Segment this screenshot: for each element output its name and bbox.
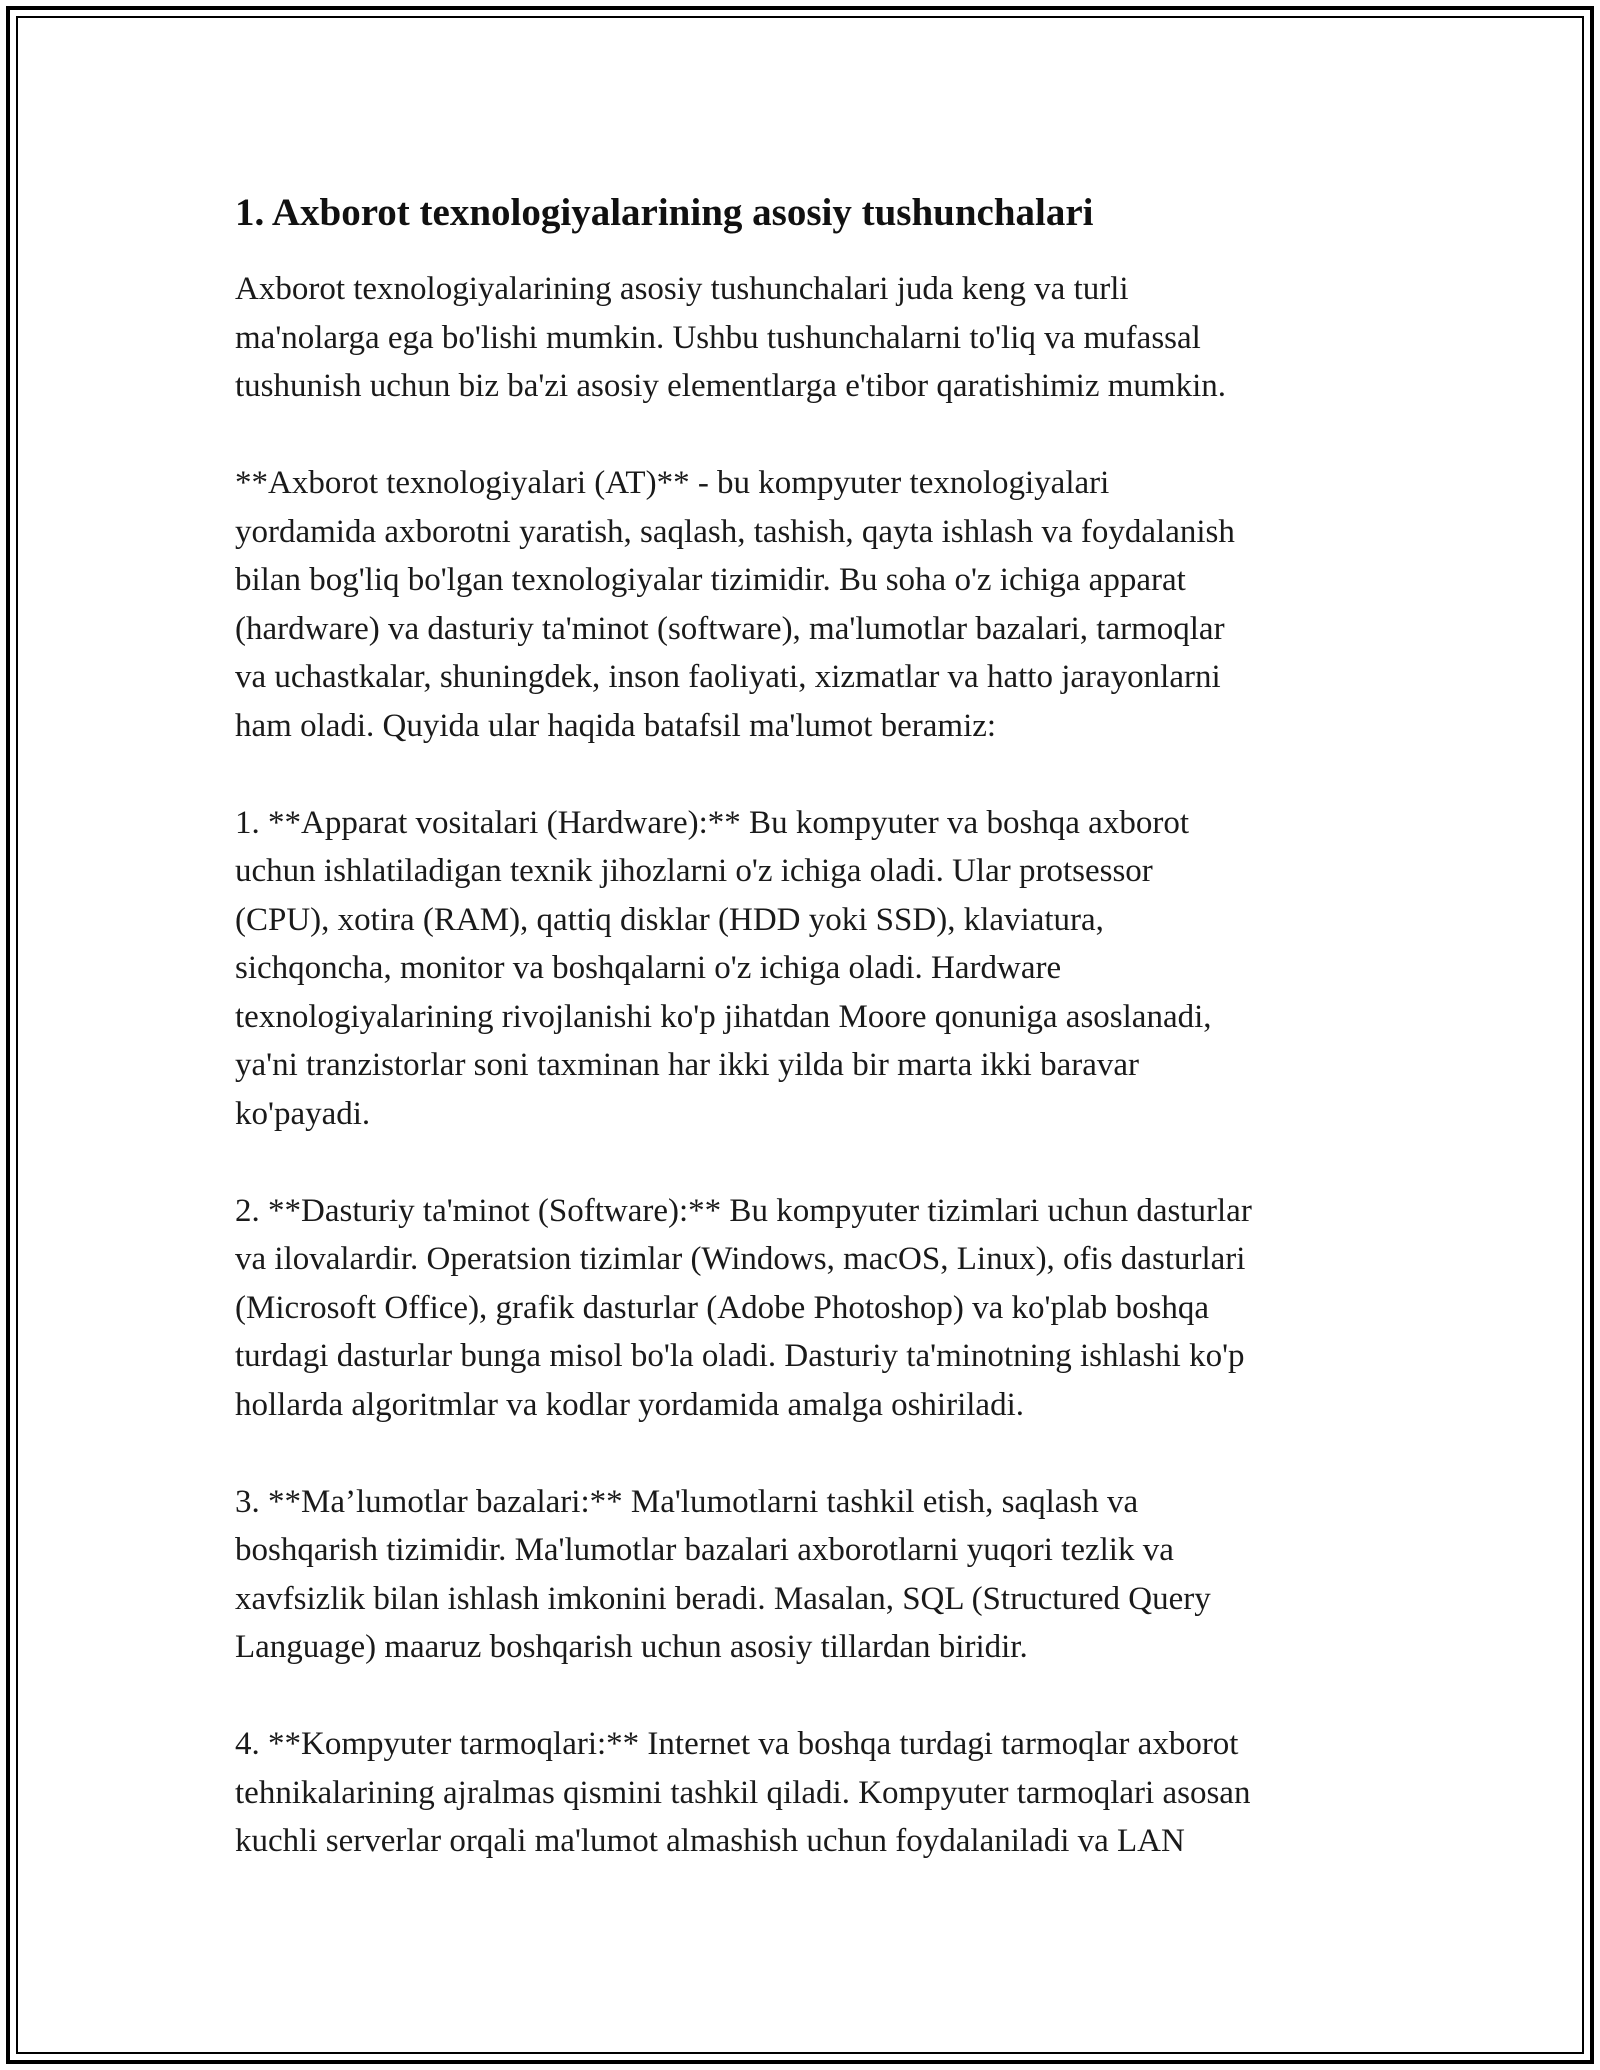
text-line: yordamida axborotni yaratish, saqlash, tashish, qayta ishlash va foydalanish — [235, 513, 1235, 550]
paragraph — [235, 1478, 1385, 1672]
paragraph — [235, 459, 1385, 750]
text-line: **Axborot texnologiyalari (AT)** - bu kompyuter texnologiyalari — [235, 465, 1110, 501]
text-line: 1. **Apparat vositalari (Hardware):** Bu kompyuter va boshqa axborot — [235, 804, 1189, 841]
text-line: texnologiyalarining rivojlanishi ko'p jihatdan Moore qonuniga asoslanadi, — [235, 998, 1212, 1035]
text-line: xavfsizlik bilan ishlash imkonini beradi. Masalan, SQL (Structured Query — [235, 1580, 1211, 1617]
text-line: hollarda algoritmlar va kodlar yordamida amalga oshiriladi. — [235, 1386, 1024, 1423]
text-line: 2. **Dasturiy ta'minot (Software):** Bu kompyuter tizimlari uchun dasturlar — [235, 1192, 1252, 1229]
text-line: va uchastkalar, shuningdek, inson faoliyati, xizmatlar va hatto jarayonlarni — [235, 659, 1221, 695]
text-line: (hardware) va dasturiy ta'minot (software), ma'lumotlar bazalari, tarmoqlar — [235, 610, 1225, 647]
text-line: (Microsoft Office), grafik dasturlar (Adobe Photoshop) va ko'plab boshqa — [235, 1289, 1210, 1326]
text-line: sichqoncha, monitor va boshqalarni o'z ichiga oladi. Hardware — [235, 950, 1062, 986]
text-line: turdagi dasturlar bunga misol bo'la oladi. Dasturiy ta'minotning ishlashi ko'p — [235, 1338, 1245, 1374]
text-line: uchun ishlatiladigan texnik jihozlarni o'z ichiga oladi. Ular protsessor — [235, 853, 1153, 889]
text-line: va ilovalardir. Operatsion tizimlar (Windows, macOS, Linux), ofis dasturlari — [235, 1241, 1246, 1277]
text-line: tushunish uchun biz ba'zi asosiy elementlarga e'tibor qaratishimiz mumkin. — [235, 368, 1226, 404]
text-line: ko'payadi. — [235, 1095, 371, 1132]
text-line: (CPU), xotira (RAM), qattiq disklar (HDD yoki SSD), klaviatura, — [235, 901, 1104, 938]
paragraph — [235, 799, 1385, 1139]
paragraph — [235, 265, 1385, 411]
text-line: ya'ni tranzistorlar soni taxminan har ikki yilda bir marta ikki baravar — [235, 1047, 1139, 1083]
paragraph — [235, 1187, 1385, 1430]
paragraph — [235, 1720, 1385, 1866]
text-line: Axborot texnologiyalarining asosiy tushunchalari juda keng va turli — [235, 271, 1129, 307]
text-line: tehnikalarining ajralmas qismini tashkil qiladi. Kompyuter tarmoqlari asosan — [235, 1774, 1251, 1811]
document-page — [235, 185, 1385, 1914]
text-line: ma'nolarga ega bo'lishi mumkin. Ushbu tushunchalarni to'liq va mufassal — [235, 319, 1201, 356]
text-line: kuchli serverlar orqali ma'lumot almashish uchun foydalaniladi va LAN — [235, 1823, 1185, 1859]
text-line: ham oladi. Quyida ular haqida batafsil ma'lumot beramiz: — [235, 707, 997, 744]
document-body — [235, 265, 1385, 1866]
text-line: 4. **Kompyuter tarmoqlari:** Internet va boshqa turdagi tarmoqlar axborot — [235, 1726, 1239, 1762]
text-line: Language) maaruz boshqarish uchun asosiy tillardan biridir. — [235, 1629, 1028, 1665]
text-line: 3. **Ma’lumotlar bazalari:** Ma'lumotlarni tashkil etish, saqlash va — [235, 1483, 1139, 1520]
text-line: bilan bog'liq bo'lgan texnologiyalar tizimidir. Bu soha o'z ichiga apparat — [235, 562, 1186, 598]
section-heading: 1. Axborot texnologiyalarining asosiy tushunchalari — [235, 191, 1094, 234]
text-line: boshqarish tizimidir. Ma'lumotlar bazalari axborotlarni yuqori tezlik va — [235, 1532, 1174, 1568]
